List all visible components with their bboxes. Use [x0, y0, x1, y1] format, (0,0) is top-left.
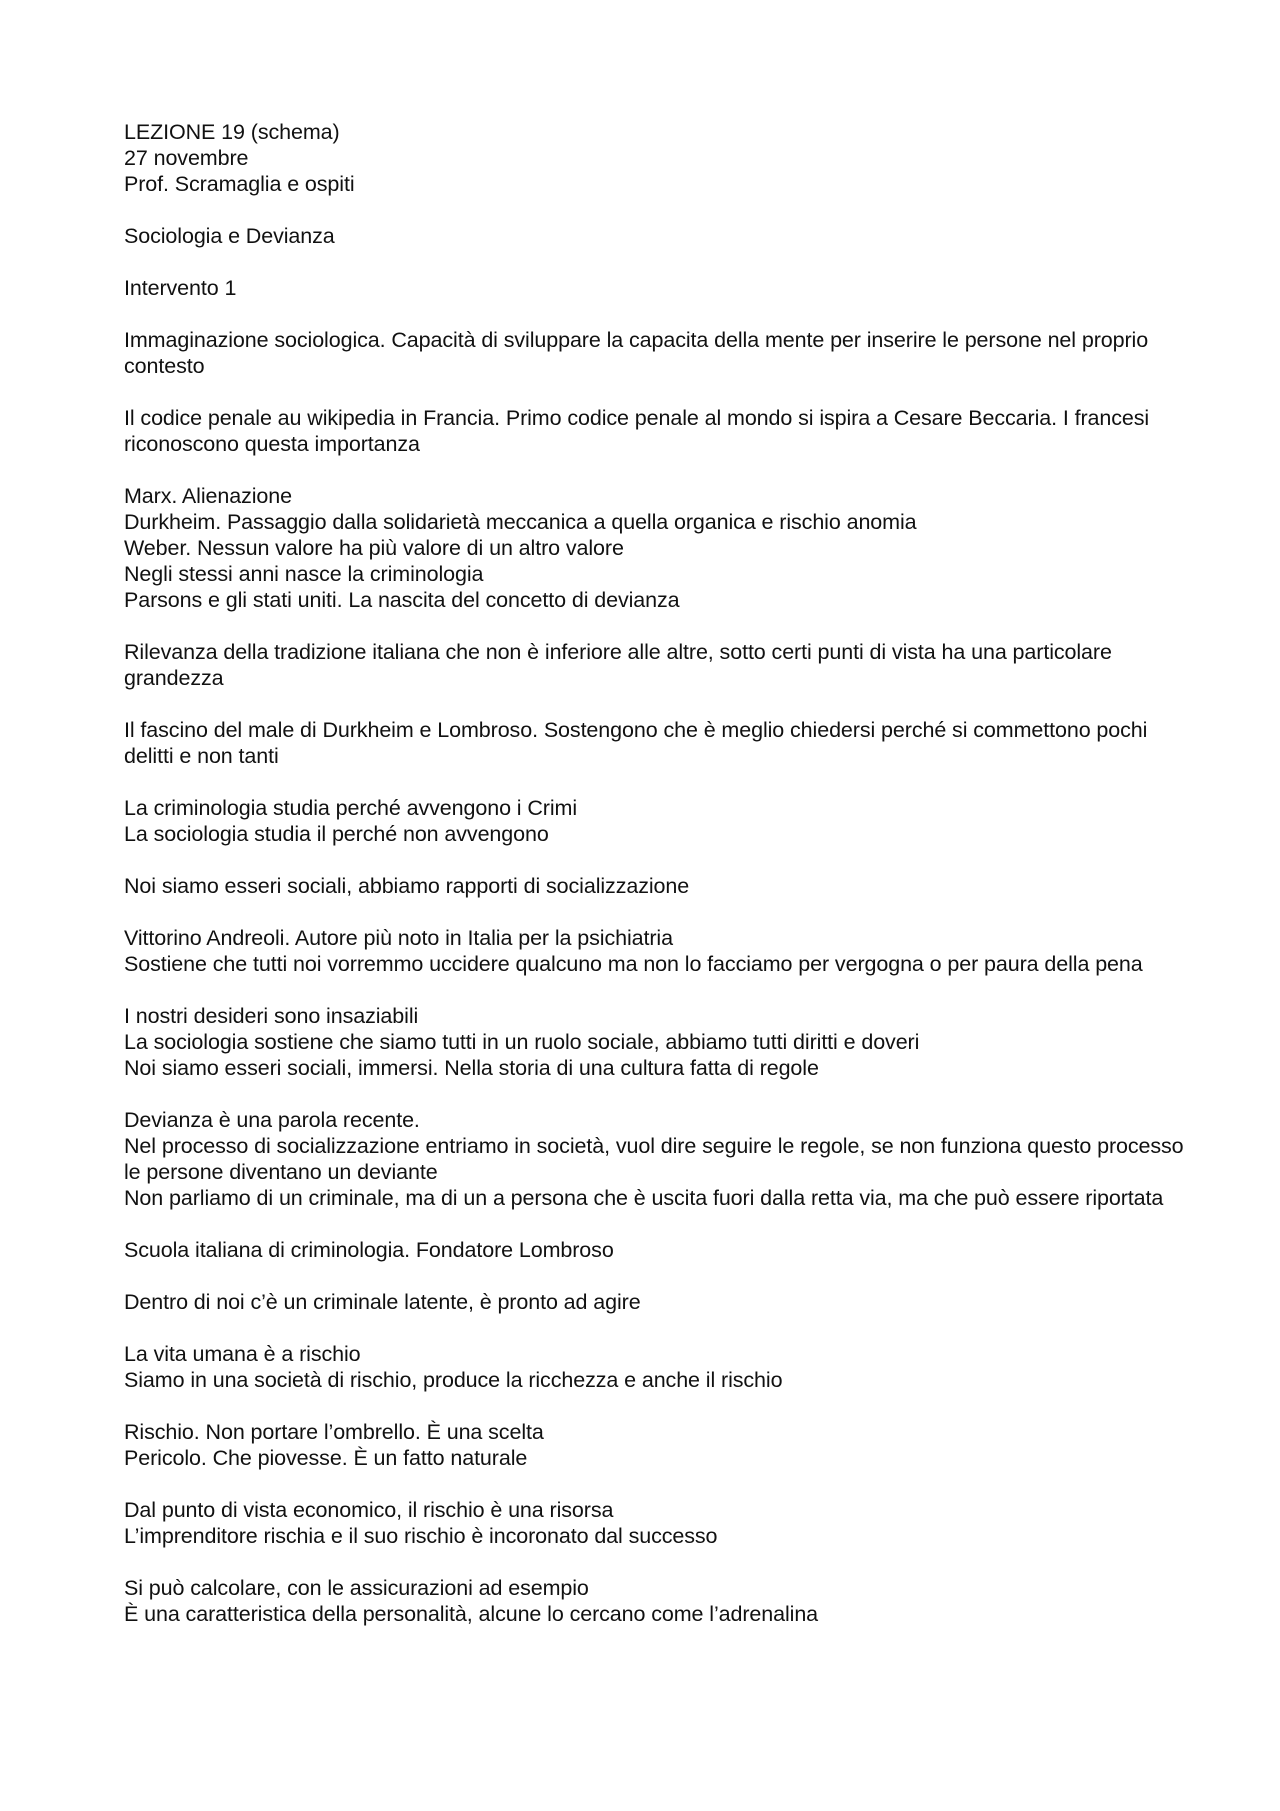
paragraph — [124, 717, 1184, 769]
text-line: Weber. Nessun valore ha più valore di un altro valore — [124, 536, 624, 560]
text-line: Marx. Alienazione — [124, 484, 293, 508]
text-line: I nostri desideri sono insaziabili — [124, 1004, 419, 1028]
paragraph — [124, 483, 1184, 613]
text-line: Devianza è una parola recente. — [124, 1108, 420, 1132]
text-line: Negli stessi anni nasce la criminologia — [124, 562, 484, 586]
text-line: Rischio. Non portare l’ombrello. È una scelta — [124, 1420, 544, 1444]
paragraph — [124, 1497, 1184, 1549]
text-line: Il codice penale au wikipedia in Francia. Primo codice penale al mondo si ispira a Cesare Beccaria. I francesi riconoscono questa importanza — [124, 406, 1155, 456]
text-line: Sociologia e Devianza — [124, 224, 335, 248]
paragraph — [124, 1003, 1184, 1081]
text-line: Pericolo. Che piovesse. È un fatto naturale — [124, 1446, 528, 1470]
paragraph — [124, 639, 1184, 691]
paragraph — [124, 405, 1184, 457]
text-line: Noi siamo esseri sociali, immersi. Nella storia di una cultura fatta di regole — [124, 1056, 819, 1080]
text-line: Nel processo di socializzazione entriamo in società, vuol dire seguire le regole, se non funziona questo processo le persone diventano un deviante — [124, 1134, 1190, 1184]
paragraph — [124, 1419, 1184, 1471]
text-line: Dal punto di vista economico, il rischio è una risorsa — [124, 1498, 614, 1522]
paragraph — [124, 1341, 1184, 1393]
text-line: La vita umana è a rischio — [124, 1342, 361, 1366]
text-line: L’imprenditore rischia e il suo rischio è incoronato dal successo — [124, 1524, 718, 1548]
paragraph — [124, 119, 1184, 197]
text-line: Vittorino Andreoli. Autore più noto in Italia per la psichiatria — [124, 926, 673, 950]
text-line: Durkheim. Passaggio dalla solidarietà meccanica a quella organica e rischio anomia — [124, 510, 917, 534]
text-line: Dentro di noi c’è un criminale latente, è pronto ad agire — [124, 1290, 641, 1314]
paragraph — [124, 327, 1184, 379]
text-line: La criminologia studia perché avvengono i Crimi — [124, 796, 578, 820]
text-line: Rilevanza della tradizione italiana che non è inferiore alle altre, sotto certi punti di vista ha una particolare grandezza — [124, 640, 1118, 690]
paragraph — [124, 925, 1184, 977]
text-line: LEZIONE 19 (schema) — [124, 120, 340, 144]
paragraph — [124, 223, 1184, 249]
text-line: La sociologia sostiene che siamo tutti in un ruolo sociale, abbiamo tutti diritti e doveri — [124, 1030, 920, 1054]
paragraph — [124, 795, 1184, 847]
document-page — [124, 119, 1190, 1653]
paragraph — [124, 1289, 1184, 1315]
paragraph — [124, 1237, 1184, 1263]
paragraph — [124, 1107, 1190, 1211]
text-line: Siamo in una società di rischio, produce la ricchezza e anche il rischio — [124, 1368, 783, 1392]
text-line: Parsons e gli stati uniti. La nascita del concetto di devianza — [124, 588, 680, 612]
text-line: Il fascino del male di Durkheim e Lombroso. Sostengono che è meglio chiedersi perché si commettono pochi delitti e non tanti — [124, 718, 1154, 768]
text-line: È una caratteristica della personalità, alcune lo cercano come l’adrenalina — [124, 1602, 819, 1626]
paragraph — [124, 1575, 1184, 1627]
text-line: Scuola italiana di criminologia. Fondatore Lombroso — [124, 1238, 614, 1262]
text-line: 27 novembre — [124, 146, 249, 170]
paragraph — [124, 275, 1184, 301]
text-line: Si può calcolare, con le assicurazioni ad esempio — [124, 1576, 589, 1600]
text-line: La sociologia studia il perché non avvengono — [124, 822, 549, 846]
text-line: Non parliamo di un criminale, ma di un a persona che è uscita fuori dalla retta via, ma che può essere riportata — [124, 1186, 1164, 1210]
text-line: Intervento 1 — [124, 276, 237, 300]
text-line: Noi siamo esseri sociali, abbiamo rapporti di socializzazione — [124, 874, 690, 898]
paragraph — [124, 873, 1184, 899]
text-line: Prof. Scramaglia e ospiti — [124, 172, 355, 196]
text-line: Sostiene che tutti noi vorremmo uccidere qualcuno ma non lo facciamo per vergogna o per paura della pena — [124, 952, 1143, 976]
text-line: Immaginazione sociologica. Capacità di sviluppare la capacita della mente per inserire le persone nel proprio contesto — [124, 328, 1154, 378]
